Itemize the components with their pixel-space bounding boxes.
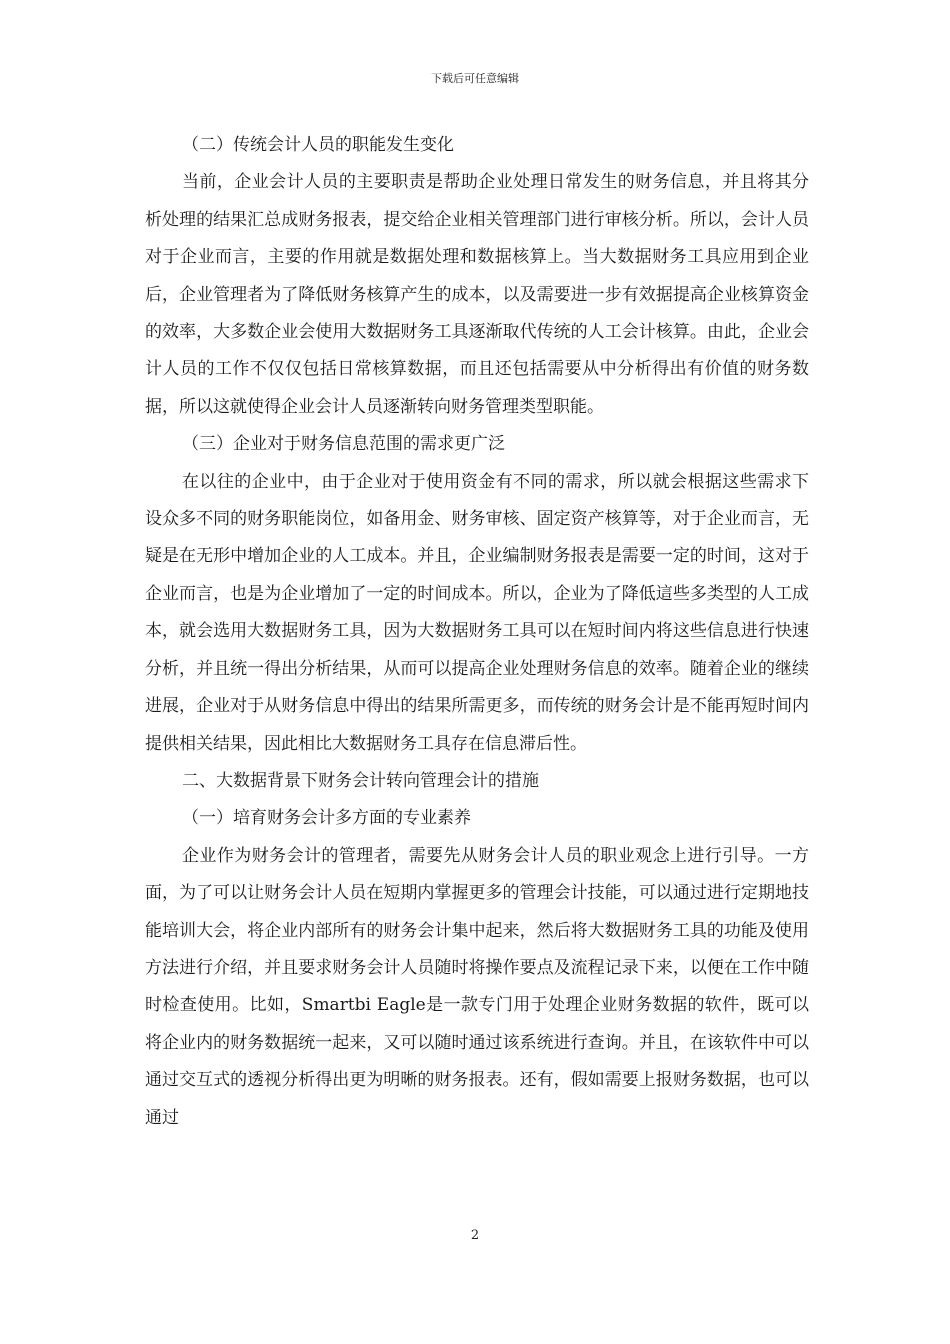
body-paragraph: 在以往的企业中，由于企业对于使用资金有不同的需求，所以就会根据这些需求下设众多不同的财务职能岗位，如备用金、财务审核、固定资产核算等，对于企业而言，无疑是在无形中增加企业的人工成本。并且，企业编制财务报表是需要一定的时间，这对于企业而言，也是为企业增加了一定的时间成本。所以，企业为了降低這些多类型的人工成本，就会选用大数据财务工具，因为大数据财务工具可以在短时间内将这些信息进行快速分析，并且统一得出分析结果，从而可以提高企业处理财务信息的效率。随着企业的继续进展，企业对于从财务信息中得出的结果所需更多，而传统的财务会计是不能再短时间内提供相关结果，因此相比大数据财务工具存在信息滞后性。 [145,471,809,754]
section-heading: （二）传统会计人员的职能发生变化 [182,135,454,155]
document-body [145,127,809,1137]
chapter-heading: 二、大数据背景下财务会计转向管理会计的措施 [182,770,539,791]
section-heading: （一）培育财务会计多方面的专业素养 [182,808,471,829]
body-paragraph: 当前，企业会计人员的主要职责是帮助企业处理日常发生的财务信息，并且将其分析处理的结果汇总成财务报表，提交给企业相关管理部门进行审核分析。所以，会计人员对于企业而言，主要的作用就是数据处理和数据核算上。当大数据财务工具应用到企业后，企业管理者为了降低财务核算产生的成本，以及需要进一步有效据提高企业核算资金的效率，大多数企业会使用大数据财务工具逐渐取代传统的人工会计核算。由此，企业会计人员的工作不仅仅包括日常核算数据，而且还包括需要从中分析得出有价值的财务数据，所以这就使得企业会计人员逐渐转向财务管理类型职能。 [145,172,809,417]
section-heading: （三）企业对于财务信息范围的需求更广泛 [182,434,505,455]
body-paragraph: 企业作为财务会计的管理者，需要先从财务会计人员的职业观念上进行引导。一方面，为了可以让财务会计人员在短期内掌握更多的管理会计技能，可以通过进行定期地技能培训大会，将企业内部所有的财务会计集中起来，然后将大数据财务工具的功能及使用方法进行介绍，并且要求财务会计人员随时将操作要点及流程记录下来，以便在工作中随时检查使用。比如，Smartbi Eagle是一款专门用于处理企业财务数据的软件，既可以将企业内的财务数据统一起来，又可以随时通过该系统进行查询。并且，在该软件中可以通过交互式的透视分析得出更为明晰的财务报表。还有，假如需要上报财务数据，也可以通过 [145,845,809,1128]
page-header: 下载后可任意编辑 [431,72,519,85]
page-number: 2 [470,1228,480,1243]
